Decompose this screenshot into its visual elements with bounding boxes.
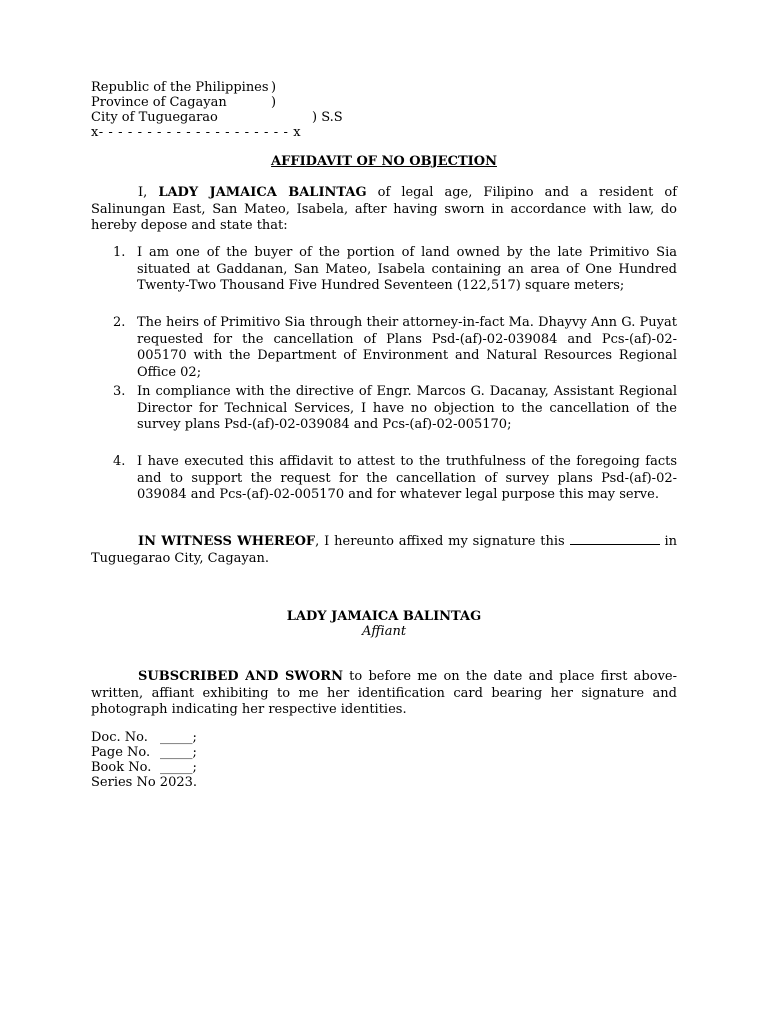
intro-post: of legal age, Filipino and a resident of Salinungan East, San Mateo, Isabela, after having sworn in accordance with law, do hereby depose and state that: [91,185,678,233]
venue-paren-2: ) [271,95,277,110]
jurat-text: to before me on the date and place first above-written, affiant exhibiting to me her identification card bearing her signature and photograph indicating her respective identities. [91,669,677,717]
notary-book-label: Book No. [91,760,152,775]
list-item-text: I have executed this affidavit to attest to the truthfulness of the foregoing facts and to support the request for the cancellation of survey plans Psd-(af)-02-039084 and Pcs-(af)-02-005170 and for whatever legal purpose this may serve. [137,454,677,502]
witness-post: in Tuguegarao City, Cagayan. [91,534,677,566]
jurat-paragraph [91,669,677,719]
list-item-text: The heirs of Primitivo Sia through their attorney-in-fact Ma. Dhayvy Ann G. Puyat requested for the cancellation of Plans Psd-(af)-02-039084 and Pcs-(af)-02-005170 with the Department of Environment and Natural Resources Regional Office 02; [137,315,677,380]
notary-series-label: Series No 2023. [91,775,198,790]
venue-province: Province of Cagayan [91,95,227,110]
notary-book-value: _____; [160,760,197,775]
venue-ss: ) S.S [312,110,343,125]
witness-paragraph [91,534,677,567]
list-item-number: 3. [113,384,126,399]
list-item-number: 4. [113,454,126,469]
intro-pre: I, [138,185,159,200]
list-item-number: 1. [113,245,126,260]
document-title: AFFIDAVIT OF NO OBJECTION [271,154,497,169]
venue-divider: x- - - - - - - - - - - - - - - - - - - - x [91,125,302,140]
notary-page-value: _____; [160,745,197,760]
intro-paragraph [91,185,677,235]
list-item-text: In compliance with the directive of Engr. Marcos G. Dacanay, Assistant Regional Director for Technical Services, I have no objection to the cancellation of the survey plans Psd-(af)-02-039084 and Pcs-(af)-02-005170; [137,384,677,432]
affiant-name-inline: LADY JAMAICA BALINTAG [158,185,367,200]
notary-doc-label: Doc. No. [91,730,148,745]
venue-city: City of Tuguegarao [91,110,218,125]
signature-date-blank [570,544,660,545]
witness-pre: , I hereunto affixed my signature this [315,534,570,549]
list-item-number: 2. [113,315,126,330]
venue-paren-1: ) [271,80,277,95]
signatory-role: Affiant [361,624,407,639]
venue-republic: Republic of the Philippines [91,80,269,95]
signatory-name: LADY JAMAICA BALINTAG [286,609,482,624]
notary-doc-value: _____; [160,730,197,745]
witness-lead: IN WITNESS WHEREOF [138,534,316,549]
list-item-text: I am one of the buyer of the portion of land owned by the late Primitivo Sia situated at Gaddanan, San Mateo, Isabela containing an area of One Hundred Twenty-Two Thousand Five Hundred Seventeen (122,517) square meters; [137,245,677,293]
notary-page-label: Page No. [91,745,151,760]
jurat-lead: SUBSCRIBED AND SWORN [138,669,343,684]
